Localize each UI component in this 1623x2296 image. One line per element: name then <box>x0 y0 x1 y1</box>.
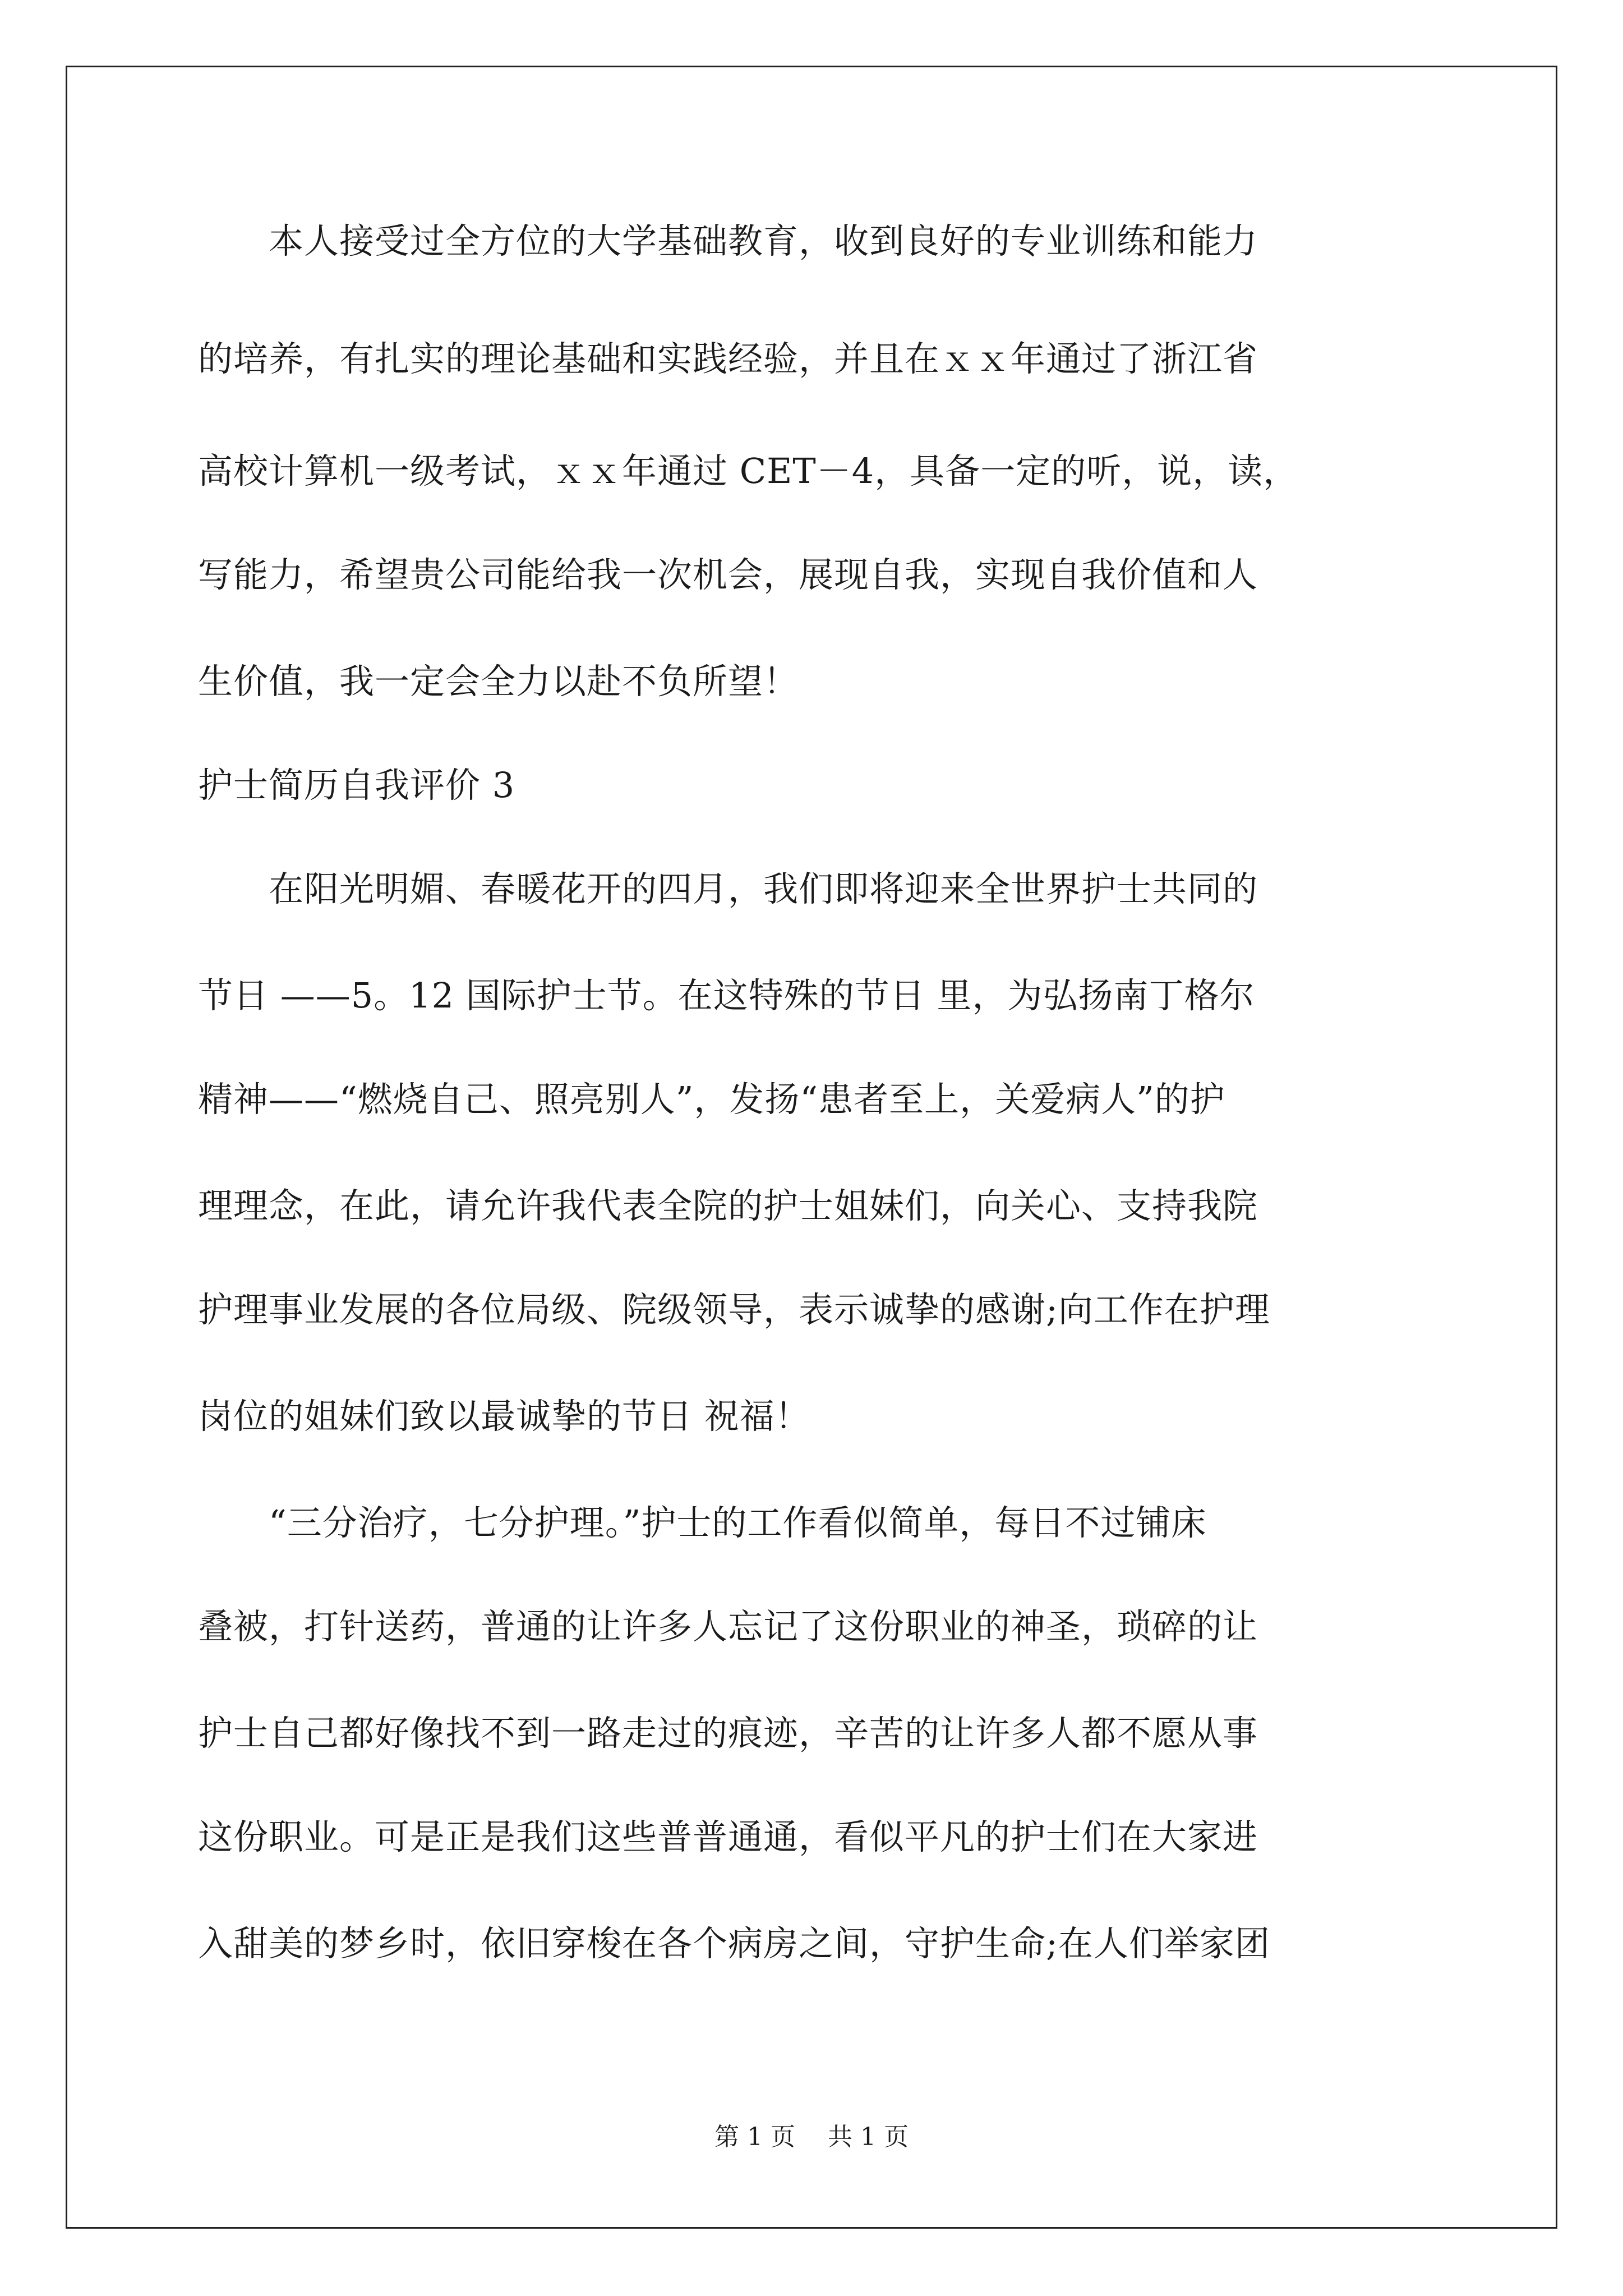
paragraph-line: 护士自己都好像找不到一路走过的痕迹，辛苦的让许多人都不愿从事 <box>198 1713 1258 1754</box>
paragraph-line: 这份职业。可是正是我们这些普普通通，看似平凡的护士们在大家进 <box>198 1816 1258 1857</box>
paragraph-line: 精神——“燃烧自己、照亮别人”，发扬“患者至上，关爱病人”的护 <box>198 1079 1225 1120</box>
paragraph-line: 入甜美的梦乡时，依旧穿梭在各个病房之间，守护生命;在人们举家团 <box>198 1923 1270 1964</box>
paragraph-line: 本人接受过全方位的大学基础教育，收到良好的专业训练和能力 <box>198 220 1258 261</box>
paragraph-line: “三分治疗，七分护理。”护士的工作看似简单，每日不过铺床 <box>198 1502 1207 1543</box>
paragraph-line: 写能力，希望贵公司能给我一次机会，展现自我，实现自我价值和人 <box>198 554 1258 595</box>
paragraph-line: 的培养，有扎实的理论基础和实践经验，并且在ｘｘ年通过了浙江省 <box>198 338 1258 379</box>
paragraph-line: 高校计算机一级考试，ｘｘ年通过 CET－4，具备一定的听，说，读， <box>198 450 1299 491</box>
section-heading: 护士简历自我评价 3 <box>198 765 515 806</box>
paragraph-line: 护理事业发展的各位局级、院级领导，表示诚挚的感谢;向工作在护理 <box>198 1289 1270 1330</box>
page-number-footer: 第 1 页 共 1 页 <box>714 2123 909 2151</box>
paragraph-line: 叠被，打针送药，普通的让许多人忘记了这份职业的神圣，琐碎的让 <box>198 1606 1258 1647</box>
page-border <box>66 66 1557 2229</box>
paragraph-line: 在阳光明媚、春暖花开的四月，我们即将迎来全世界护士共同的 <box>198 868 1258 909</box>
paragraph-line: 节日 ——5。12 国际护士节。在这特殊的节日 里，为弘扬南丁格尔 <box>198 975 1255 1016</box>
paragraph-line: 理理念，在此，请允许我代表全院的护士姐妹们，向关心、支持我院 <box>198 1185 1258 1226</box>
paragraph-line: 生价值，我一定会全力以赴不负所望！ <box>198 661 799 702</box>
paragraph-line: 岗位的姐妹们致以最诚挚的节日 祝福！ <box>198 1396 810 1437</box>
